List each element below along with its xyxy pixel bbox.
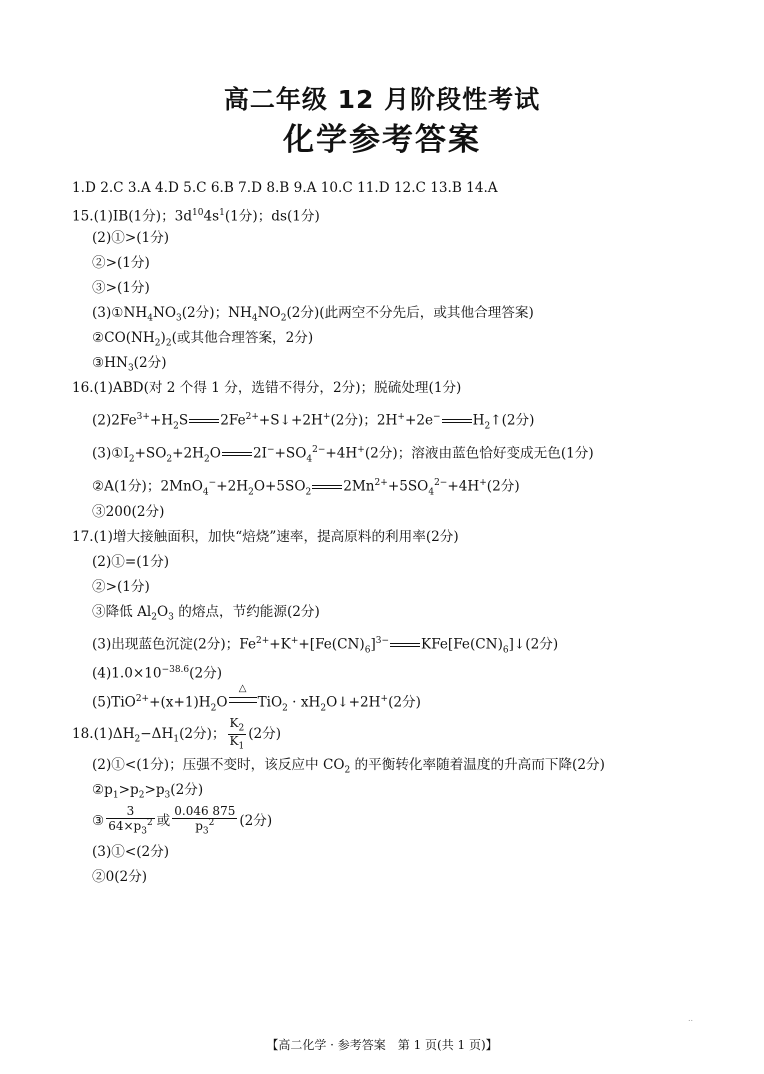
answer-title: 化学参考答案 (283, 122, 481, 158)
q18-part2-2: $②p_1>p_2>p_3(2$分) (92, 782, 204, 801)
equals-sign-icon (189, 415, 219, 427)
k-ratio-fraction: $\frac{K_2}{K_1}$ (229, 715, 245, 752)
q17-part1: 17.(1)增大接触面积，加快“焙烧”速率，提高原料的利用率(2分) (72, 529, 459, 545)
heating-equals-icon: △ (229, 693, 257, 707)
q17-part2-2: ②>(1分) (92, 579, 150, 595)
q15-part3-2: $②CO(NH_2)_2$(或其他合理答案，2分) (92, 330, 314, 349)
page-footer: 【高二化学 · 参考答案 第 1 页(共 1 页)】 (266, 1038, 498, 1052)
q17-part2-3: ③降低 $Al_2O_3$ 的熔点，节约能源(2分) (92, 604, 320, 623)
q15-part2-3: ③>(1分) (92, 280, 150, 296)
q16-part3-3: ③200(2分) (92, 504, 165, 520)
kp-fraction-1: $\frac{3}{64\times p_3^2}$ (108, 804, 153, 837)
equals-sign-icon (442, 415, 472, 427)
q17-part5: $(5)TiO^{2+}+(x+1)H_2O$ △ $TiO_2 \cdot xH_2O↓+2H^+(2$分) (92, 682, 421, 714)
q15-part2-1: (2)①>(1分) (92, 230, 170, 246)
kp-fraction-2: $\frac{0.046 875}{p_3^2}$ (174, 804, 236, 837)
q18-part3-2: ②0(2分) (92, 869, 148, 885)
q16-part3-1: $(3)①I_2+SO_2+2H_2O$ $2I^-+SO_4^{2-}+4H^+(2$分)；溶液由蓝色恰好变成无色(1分) (92, 445, 594, 465)
q18-part2-3: ③ $\frac{3}{64\times p_3^2}$ 或 $\frac{0.046 875}{p_3^2}$ (2分) (92, 804, 273, 837)
page-dots: .. (688, 1014, 694, 1023)
q16-part1: 16.(1)ABD(对 2 个得 1 分，选错不得分，2分)；脱硫处理(1分) (72, 380, 462, 396)
q15-part3-3: $③HN_3(2$分) (92, 355, 167, 374)
q18-part3-1: (3)①<(2分) (92, 844, 170, 860)
q15-part2-2: ②>(1分) (92, 255, 150, 271)
q17-part3: (3)出现蓝色沉淀(2分)；$Fe^{2+}+K^++[Fe(CN)_6]^{3-}$ $KFe[Fe(CN)_6]↓(2$分) (92, 636, 559, 656)
equals-sign-icon (312, 481, 342, 493)
equals-sign-icon (390, 639, 420, 651)
q16-part2: $(2)2Fe^{3+}+H_2S$ $2Fe^{2+}+S↓+2H^+(2$分)；2H++2e− $H_2↑(2$分) (92, 412, 535, 432)
q18-part1: $18.(1)\Delta H_2-\Delta H_1(2$分)； $\frac{K_2}{K_1}$ (2分) (72, 715, 282, 752)
exam-title: 高二年级 12 月阶段性考试 (223, 85, 541, 114)
multiple-choice-answers: 1.D 2.C 3.A 4.D 5.C 6.B 7.D 8.B 9.A 10.C 11.D 12.C 13.B 14.A (72, 180, 498, 196)
q17-part4: $(4)1.0\times 10^{-38.6}(2$分) (92, 665, 223, 682)
q18-part2-1: (2)①<(1分)；压强不变时，该反应中 $CO_2$ 的平衡转化率随着温度的升高而下降(2分) (92, 757, 605, 776)
q15-part1: 15.(1)ⅠB(1分)；$3d^{10}4s^1(1$分)；ds(1分) (72, 208, 320, 225)
answer-content (72, 176, 712, 890)
equals-sign-icon (222, 448, 252, 460)
q17-part2-1: (2)①=(1分) (92, 554, 170, 570)
q15-part3-1: $(3)①NH_4NO_3(2$分)；$NH_4NO_2(2$分)(此两空不分先后，或其他合理答案) (92, 305, 534, 324)
q16-part3-2: ②A(1分)；$2MnO_4^-+2H_2O+5SO_2$ $2Mn^{2+}+5SO_4^{2-}+4H^+(2$分) (92, 478, 520, 498)
